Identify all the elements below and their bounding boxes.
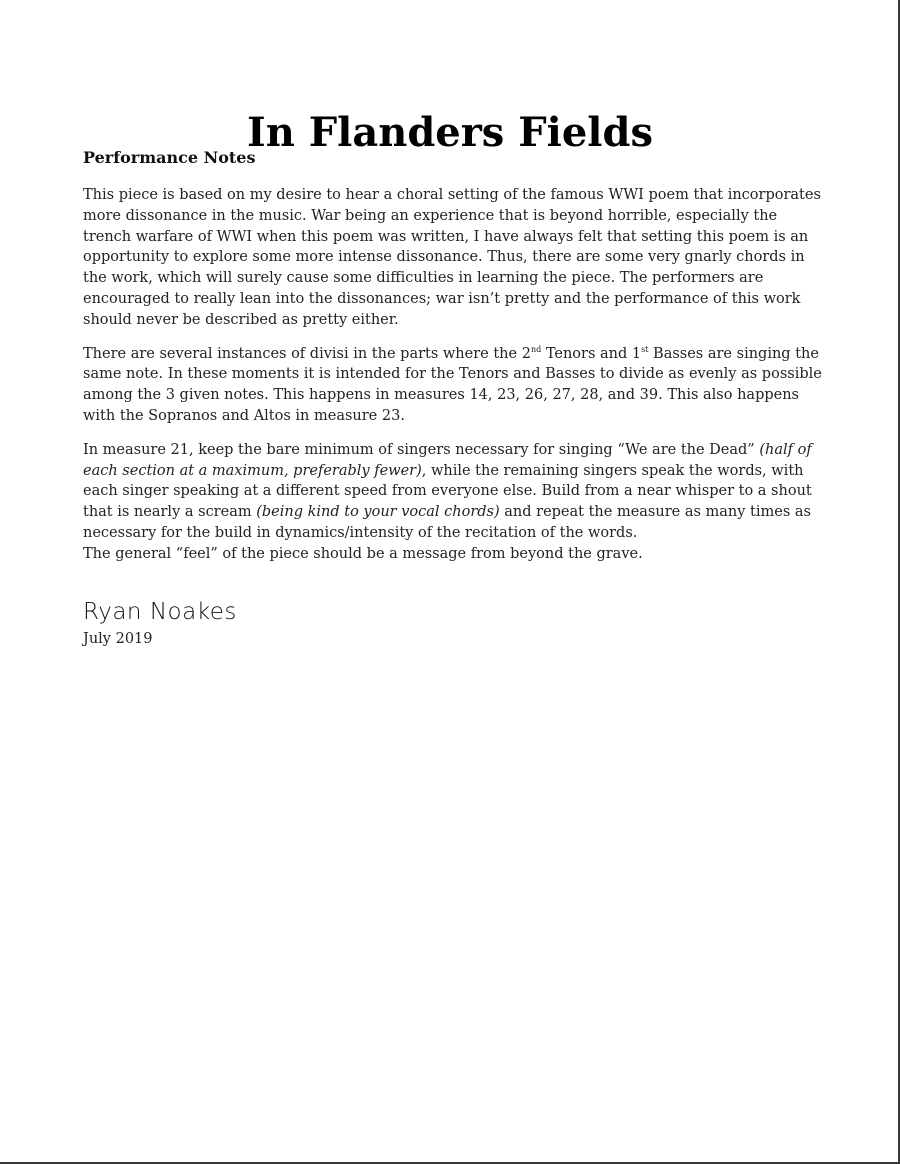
divisi-text-3: Basses are singing the same note. In these moments it is intended for the Tenors and Basses to divide as evenly as possible among the 3 given notes. This happens in measures 14, 23, 26, 27, 28, and 39. This also happens with the Sopranos and Altos in measure 23.	[83, 345, 822, 424]
signature-date: July 2019	[83, 630, 153, 647]
paragraph-feel: The general “feel” of the piece should be a message from beyond the grave.	[83, 545, 643, 562]
signature: Ryan Noakes	[83, 598, 237, 625]
ordinal-nd: nd	[530, 344, 542, 354]
measure-text-3: and repeat the measure as many times as necessary for the build in dynamics/intensity of the recitation of the words.	[83, 504, 811, 541]
paragraph-divisi	[83, 344, 823, 427]
paragraph-measure-21	[83, 440, 823, 544]
measure-italic-1: (half of each section at a maximum, preferably fewer)	[83, 441, 812, 479]
section-heading: Performance Notes	[83, 148, 256, 167]
divisi-text-1: There are several instances of divisi in the parts where the 2	[83, 345, 531, 362]
measure-italic-2: (being kind to your vocal chords)	[256, 504, 500, 521]
paragraph-intro: This piece is based on my desire to hear a choral setting of the famous WWI poem that incorporates more dissonance in the music. War being an experience that is beyond horrible, especially the trench warfare of WWI when this poem was written, I have always felt that setting this poem is an opportunity to explore some more intense dissonance. Thus, there are some very gnarly chords in the work, which will surely cause some difficulties in learning the piece. The performers are encouraged to really lean into the dissonances; war isn’t pretty and the performance of this work should never be described as pretty either.	[83, 187, 821, 328]
measure-text-2: , while the remaining singers speak the words, with each singer speaking at a different speed from everyone else. Build from a near whisper to a shout that is nearly a scream	[83, 462, 812, 521]
document-title: In Flanders Fields	[247, 108, 653, 156]
document-body	[83, 148, 823, 647]
ordinal-st: st	[641, 344, 649, 354]
divisi-text-2: Tenors and 1	[541, 345, 642, 362]
measure-text-1: In measure 21, keep the bare minimum of singers necessary for singing “We are the Dead”	[83, 441, 760, 458]
